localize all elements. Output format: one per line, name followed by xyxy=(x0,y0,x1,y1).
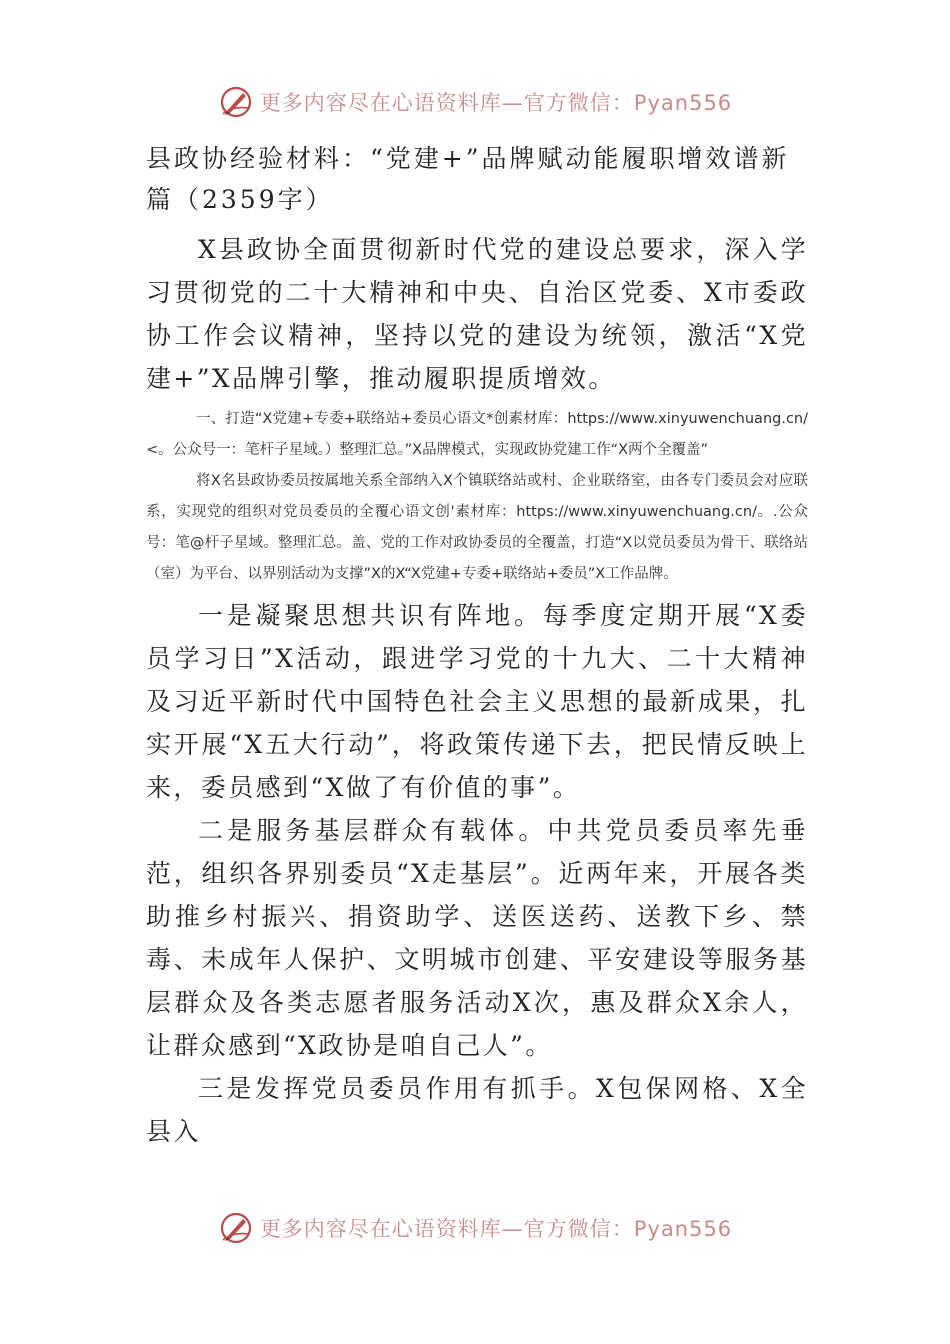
point2-paragraph: 二是服务基层群众有载体。中共党员委员率先垂范，组织各界别委员“X走基层”。近两年来，开展各类助推乡村振兴、捐资助学、送医送药、送教下乡、禁毒、未成年人保护、文明城市创建、平安建设等服务基层群众及各类志愿者服务活动X次，惠及群众X余人，让群众感到“X政协是咱自己人”。 xyxy=(146,816,808,1060)
footer-banner-text: 更多内容尽在心语资料库—官方微信：Pyan556 xyxy=(259,1217,733,1241)
document-title: 县政协经验材料：“党建+”品牌赋动能履职增效谱新篇（2359字） xyxy=(146,144,790,214)
header-banner xyxy=(0,80,950,124)
pen-logo-icon xyxy=(218,84,254,120)
header-banner-text: 更多内容尽在心语资料库—官方微信：Pyan556 xyxy=(259,91,733,115)
section1-body: 将X名县政协委员按属地关系全部纳入X个镇联络站或村、企业联络室，由各专门委员会对应联系，实现党的组织对党员委员的全覆心语文创'素材库：https://www.xinyuwenchuang.cn/。.公众号：笔@杆子星域。整理汇总。盖、党的工作对政协委员的全覆盖，打造“X以党员委员为骨干、联络站（室）为平台、以界别活动为支撑”X的X“X党建+专委+联络站+委员”X工作品牌。 xyxy=(146,473,808,582)
point3-paragraph: 三是发挥党员委员作用有抓手。X包保网格、X全县入 xyxy=(146,1074,808,1146)
document-body xyxy=(146,138,808,1153)
section1-heading: 一、打造“X党建+专委+联络站+委员心语文*创素材库：https://www.xinyuwenchuang.cn/<。公众号一：笔杆子星域。）整理汇总。”X品牌模式，实现政协党建工作“X两个全覆盖” xyxy=(146,411,808,458)
point1-paragraph: 一是凝聚思想共识有阵地。每季度定期开展“X委员学习日”X活动，跟进学习党的十九大、二十大精神及习近平新时代中国特色社会主义思想的最新成果，扎实开展“X五大行动”，将政策传递下去，把民情反映上来，委员感到“X做了有价值的事”。 xyxy=(146,601,808,802)
intro-paragraph: X县政协全面贯彻新时代党的建设总要求，深入学习贯彻党的二十大精神和中央、自治区党委、X市委政协工作会议精神，坚持以党的建设为统领，激活“X党建+”X品牌引擎，推动履职提质增效。 xyxy=(146,235,808,393)
footer-banner xyxy=(0,1206,950,1250)
pen-logo-icon xyxy=(218,1210,254,1246)
